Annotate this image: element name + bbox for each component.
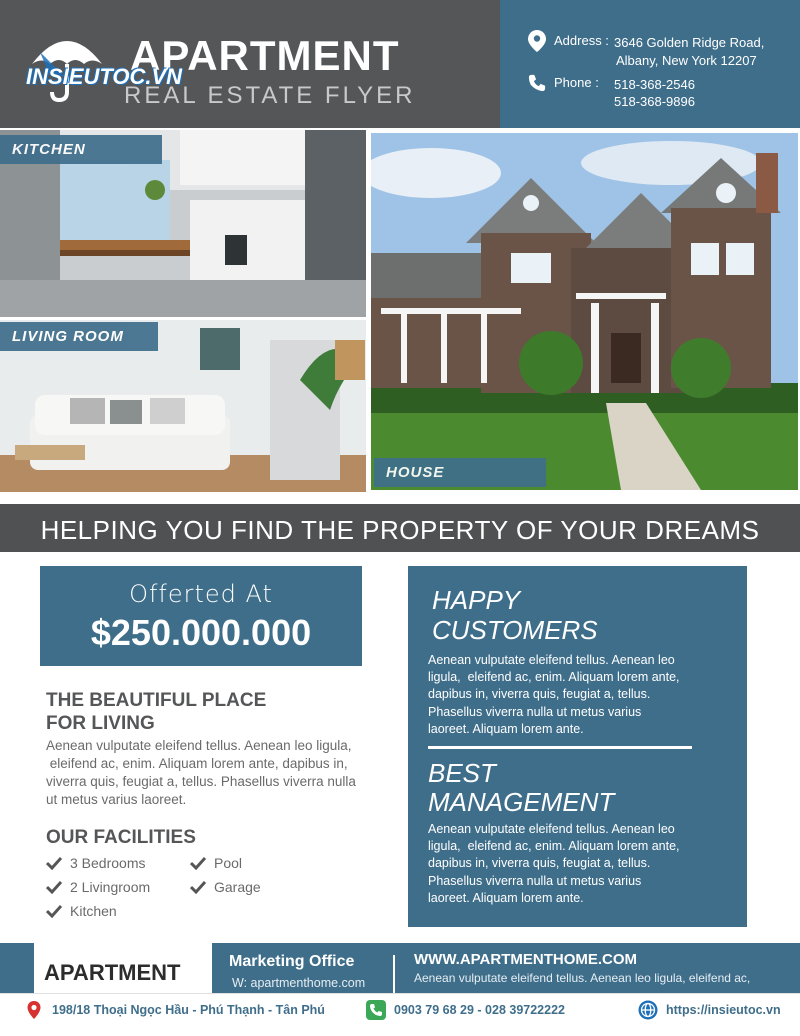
panel-text-2-line: Phasellus viverra nulla ut metus varius — [428, 874, 642, 888]
facility-item — [46, 855, 145, 871]
facility-label: Pool — [214, 855, 243, 871]
description-line: Aenean vulputate eleifend tellus. Aenean leo ligula, — [46, 738, 352, 753]
marketing-office-title: Marketing Office — [229, 953, 355, 970]
facility-label: 2 Livingroom — [70, 879, 151, 895]
phone-label: Phone : — [554, 75, 599, 90]
facility-item — [46, 903, 117, 919]
facility-label: 3 Bedrooms — [70, 855, 146, 871]
panel-title-2-line-2: MANAGEMENT — [428, 787, 615, 817]
phone-app-icon — [366, 1000, 386, 1020]
bottom-address[interactable] — [24, 1000, 325, 1020]
checkmark-icon — [46, 856, 62, 870]
checkmark-icon — [190, 880, 206, 894]
address-label: Address : — [554, 33, 609, 48]
kitchen-label: KITCHEN — [0, 135, 162, 164]
facility-label: Garage — [214, 879, 261, 895]
description-line: eleifend ac, enim. Aliquam lorem ante, dapibus in, — [46, 756, 348, 771]
checkmark-icon — [190, 856, 206, 870]
location-pin-icon — [528, 30, 546, 52]
panel-text-2-line: Aenean vulputate eleifend tellus. Aenean leo — [428, 822, 675, 836]
tagline-text: HELPING YOU FIND THE PROPERTY OF YOUR DREAMS — [40, 515, 760, 545]
section-heading-line-2: FOR LIVING — [46, 713, 155, 734]
bottom-phone-text: 0903 79 68 29 - 028 39722222 — [394, 1003, 565, 1017]
bottom-phone[interactable] — [366, 1000, 565, 1020]
footer-website-link[interactable]: WWW.APARTMENTHOME.COM — [414, 951, 638, 968]
checkmark-icon — [46, 904, 62, 918]
facilities-heading: OUR FACILITIES — [46, 827, 196, 848]
panel-title-1-line-1: HAPPY — [432, 585, 521, 615]
phone-icon — [528, 72, 546, 94]
panel-text-2-line: ligula, eleifend ac, enim. Aliquam lorem ante, — [428, 839, 680, 853]
panel-text-2-line: laoreet. Aliquam lorem ante. — [428, 891, 584, 905]
description-line: viverra quis, feugiat a, tellus. Phasellus viverra nulla — [46, 774, 356, 789]
checkmark-icon — [46, 880, 62, 894]
panel-text-1-line: Phasellus viverra nulla ut metus varius — [428, 705, 642, 719]
house-image — [371, 133, 798, 490]
panel-text-2-line: dapibus in, viverra quis, feugiat a, tellus. — [428, 856, 651, 870]
address-line-1: 3646 Golden Ridge Road, — [614, 35, 765, 50]
footer-brand: APARTMENT — [44, 960, 181, 985]
panel-divider — [428, 746, 692, 749]
panel-text-1-line: laoreet. Aliquam lorem ante. — [428, 722, 584, 736]
globe-icon — [638, 1000, 658, 1020]
living-room-label: LIVING ROOM — [0, 322, 158, 351]
house-photo — [371, 133, 798, 490]
panel-text-1-line: dapibus in, viverra quis, feugiat a, tellus. — [428, 687, 651, 701]
facility-label: Kitchen — [70, 903, 117, 919]
footer-description: Aenean vulputate eleifend tellus. Aenean leo ligula, eleifend ac, — [414, 971, 751, 985]
brand-title: APARTMENT — [130, 32, 400, 79]
map-pin-icon — [24, 1000, 44, 1020]
facility-item — [190, 855, 242, 871]
bottom-address-text: 198/18 Thoại Ngọc Hầu - Phú Thạnh - Tân Phú — [52, 1003, 325, 1017]
watermark-logo: INSIEUTOC.VN — [26, 64, 183, 89]
phone-number-2[interactable]: 518-368-9896 — [614, 94, 695, 109]
panel-text-1-line: Aenean vulputate eleifend tellus. Aenean leo — [428, 653, 675, 667]
facility-item — [190, 879, 261, 895]
marketing-website[interactable]: W: apartmenthome.com — [232, 976, 366, 990]
section-heading-line-1: THE BEAUTIFUL PLACE — [46, 690, 267, 711]
address-line-2: Albany, New York 12207 — [616, 53, 757, 68]
house-label: HOUSE — [374, 458, 546, 487]
panel-title-2-line-1: BEST — [428, 758, 496, 788]
brand-subtitle: REAL ESTATE FLYER — [124, 82, 416, 109]
description-line: ut metus varius laoreet. — [46, 792, 187, 807]
bottom-website-text: https://insieutoc.vn — [666, 1003, 781, 1017]
facility-item — [46, 879, 150, 895]
footer-divider — [393, 955, 395, 993]
price-value: $250.000.000 — [90, 612, 312, 653]
panel-title-1-line-2: CUSTOMERS — [432, 615, 598, 645]
bottom-website[interactable] — [638, 1000, 781, 1020]
price-caption: Offerted At — [129, 580, 273, 608]
phone-number-1[interactable]: 518-368-2546 — [614, 77, 695, 92]
panel-text-1-line: ligula, eleifend ac, enim. Aliquam lorem ante, — [428, 670, 680, 684]
